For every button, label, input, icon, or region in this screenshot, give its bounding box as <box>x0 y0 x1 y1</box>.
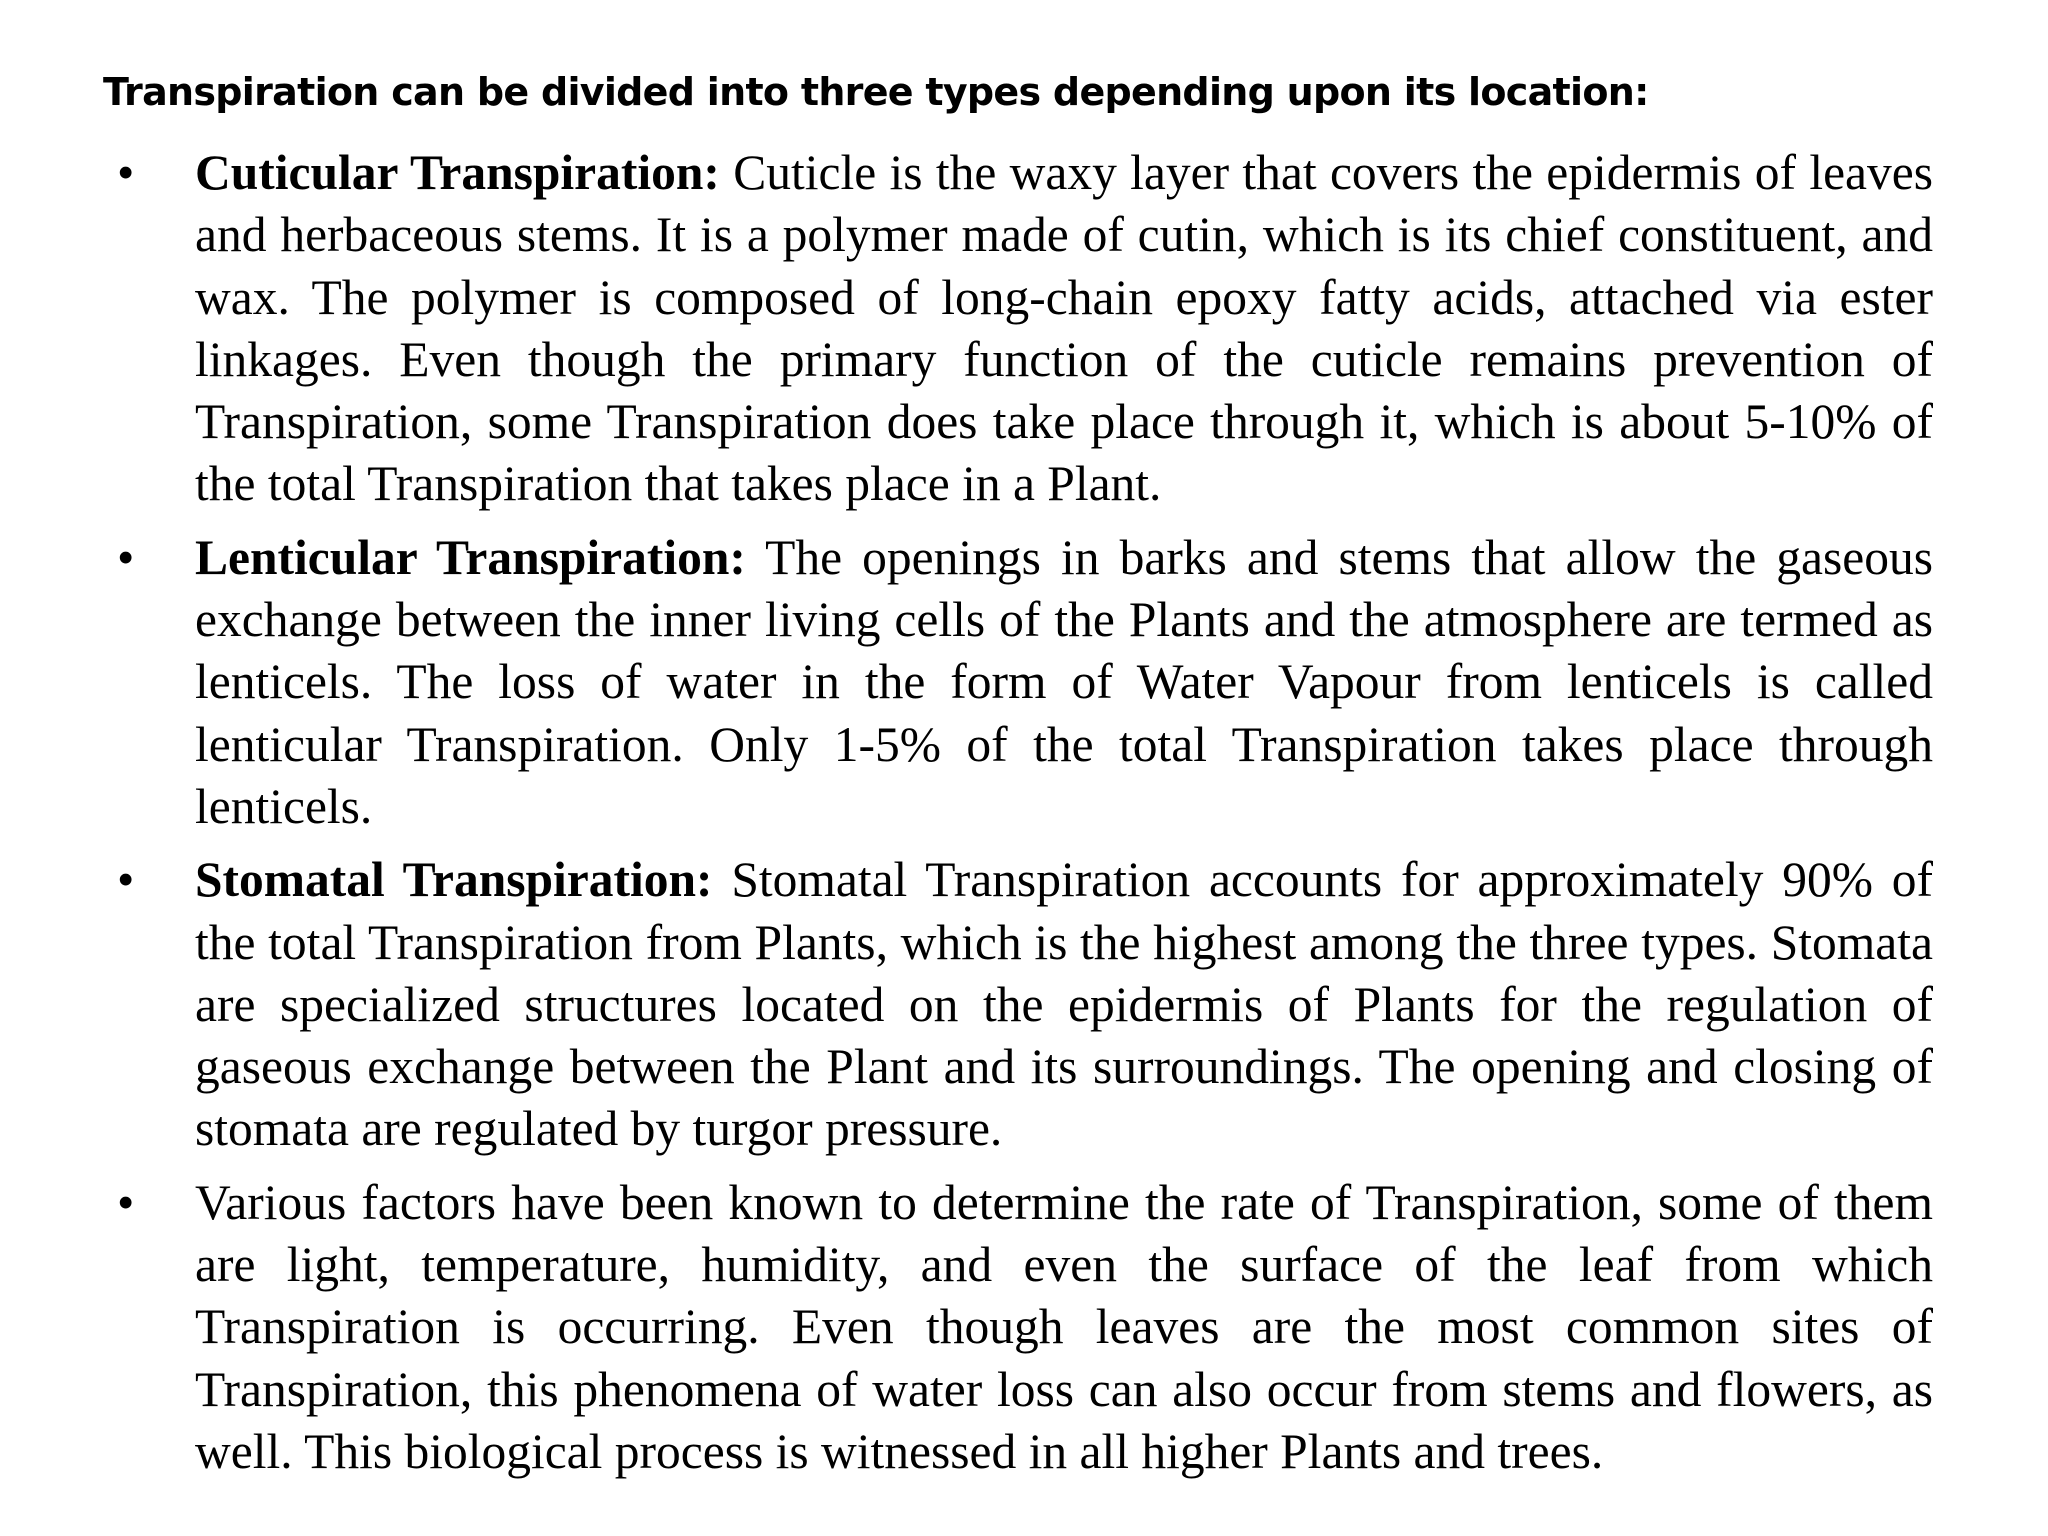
bullet-icon: • <box>117 852 135 908</box>
bullet-item-factors <box>117 1172 1933 1483</box>
bullet-term: Stomatal Transpiration: <box>195 852 713 908</box>
bullet-term: Lenticular Transpiration: <box>195 529 746 585</box>
bullet-item-stomatal <box>117 849 1933 1160</box>
slide-heading: Transpiration can be divided into three types depending upon its location: <box>103 70 1649 114</box>
bullet-list <box>117 142 1934 1494</box>
bullet-item-cuticular <box>117 142 1933 516</box>
bullet-icon: • <box>117 1174 135 1230</box>
bullet-item-lenticular <box>117 527 1934 838</box>
bullet-icon: • <box>117 145 135 200</box>
bullet-term: Cuticular Transpiration: <box>195 145 720 200</box>
bullet-text: Stomatal Transpiration accounts for approximately 90% of the total Transpiration from Plants, which is the highest among the three types. Stomata are specialized structures located on the epidermis of Plants for the regulation of gaseous exchange between the Plant and its surroundings. The opening and closing of stomata are regulated by turgor pressure. <box>195 852 1933 1157</box>
bullet-text: The openings in barks and stems that allow the gaseous exchange between the inner living cells of the Plants and the atmosphere are termed as lenticels. The loss of water in the form of Water Vapour from lenticels is called lenticular Transpiration. Only 1-5% of the total Transpiration takes place through lenticels. <box>195 529 1934 834</box>
bullet-text: Various factors have been known to determine the rate of Transpiration, some of them are light, temperature, humidity, and even the surface of the leaf from which Transpiration is occurring. Even though leaves are the most common sites of Transpiration, this phenomena of water loss can also occur from stems and flowers, as well. This biological process is witnessed in all higher Plants and trees. <box>195 1174 1933 1479</box>
bullet-icon: • <box>117 529 135 585</box>
bullet-text: Cuticle is the waxy layer that covers the epidermis of leaves and herbaceous stems. It is a polymer made of cutin, which is its chief constituent, and wax. The polymer is composed of long-chain epoxy fatty acids, attached via ester linkages. Even though the primary function of the cuticle remains prevention of Transpiration, some Transpiration does take place through it, which is about 5-10% of the total Transpiration that takes place in a Plant. <box>195 145 1933 512</box>
